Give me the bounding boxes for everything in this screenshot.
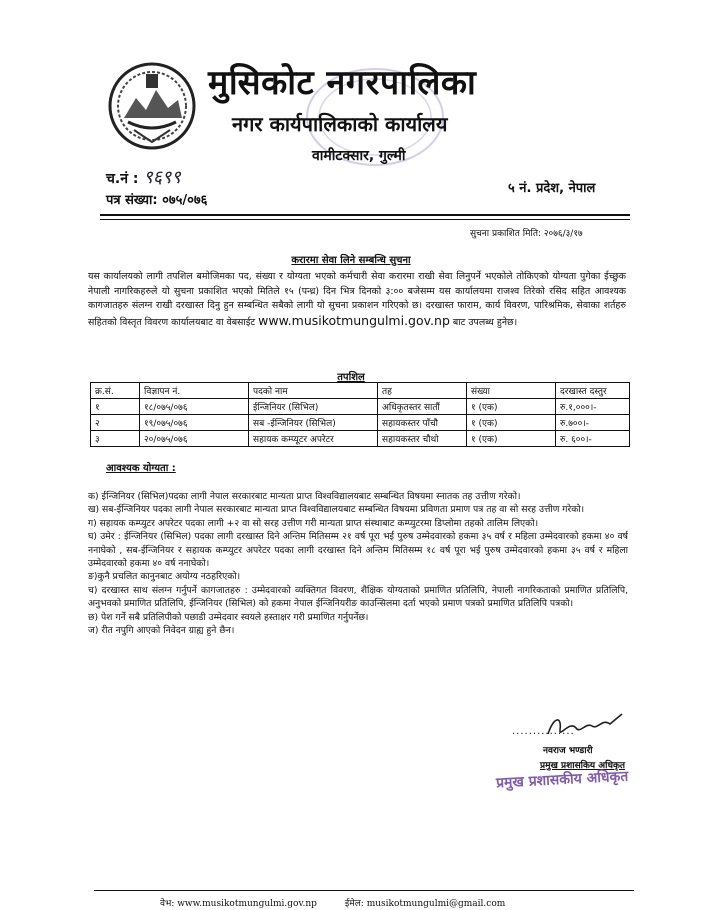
- notice-body-end: बाट उपलब्ध हुनेछ।: [449, 316, 518, 328]
- role-stamp: प्रमुख प्रशासकीय अधिकृत: [495, 768, 629, 792]
- cell-ad-no: २०/०७५/०७६: [140, 431, 249, 447]
- signatory-title: प्रमुख प्रशासकिय अधिकृत: [540, 761, 626, 771]
- cell-fee: रु.७००।-: [556, 415, 630, 431]
- footer-divider: [94, 890, 634, 891]
- cell-level: सहायकस्तर चौथो: [378, 431, 467, 447]
- notice-title: [0, 252, 702, 266]
- requirement-item: च) दरखास्त साथ संलग्न गर्नुपर्ने कागजातहरु : उम्मेदवारको व्यक्तिगत विवरण, शैक्षिक योग्यताको प्रमाणित प्रतिलिपि, नेपाली नागरिकताको प्रमाणित प्रतिलिपि, अनुभवको प्रमाणित प्रतिलिपि, ईन्जिनियर (सिभिल) को हकमा नेपाल ईन्जिनियरीङ काउन्सिलमा दर्ता भएको प्रमाण पत्रको प्रमाणित प्रतिलिपि पत्रको।: [88, 584, 628, 610]
- cell-level: अधिकृतस्तर सातौं: [378, 399, 467, 415]
- cell-count: १ (एक): [467, 415, 556, 431]
- signature-dots: ...............: [512, 726, 575, 737]
- office-name: नगर कार्यपालिकाको कार्यालय: [232, 112, 448, 136]
- cell-fee: रु.१,०००।-: [556, 399, 630, 415]
- footer: [160, 896, 505, 909]
- cell-sn: ३: [91, 431, 140, 447]
- chalani-number: [106, 165, 181, 189]
- table-row: [91, 431, 630, 447]
- province-label: ५ नं. प्रदेश, नेपाल: [508, 181, 596, 196]
- cell-level: सहायकस्तर पाँचौ: [378, 415, 467, 431]
- vacancy-table: [90, 382, 630, 447]
- table-header-row: [91, 383, 630, 399]
- cell-post: सब -ईन्जिनियर (सिभिल): [249, 415, 378, 431]
- cell-post: ईन्जिनियर (सिभिल): [249, 399, 378, 415]
- patra-sankhya: पत्र संख्या: ०७५/०७६: [106, 193, 208, 208]
- cell-sn: २: [91, 415, 140, 431]
- header-divider-thin: [100, 219, 630, 220]
- cell-sn: १: [91, 399, 140, 415]
- signatory-name: नवराज भण्डारी: [543, 746, 593, 756]
- footer-web[interactable]: वेभ: www.musikotmungulmi.gov.np: [160, 899, 317, 909]
- col-level: तह: [378, 383, 467, 399]
- cell-count: १ (एक): [467, 399, 556, 415]
- table-row: [91, 415, 630, 431]
- col-count: संख्या: [467, 383, 556, 399]
- table-title: [0, 369, 702, 383]
- notice-title-text: करारमा सेवा लिने सम्बन्धि सुचना: [291, 255, 411, 266]
- requirement-item: ख) सब-ईन्जिनियर पदका लागी नेपाल सरकारबाट मान्यता प्राप्त विश्वविद्यालयबाट सम्बन्धित विषयमा प्रविणता प्रमाण पत्र तह वा सो सरह उत्तीण गरेको।: [88, 504, 585, 516]
- cell-ad-no: १९/०७५/०७६: [140, 415, 249, 431]
- col-fee: दरखास्त दस्तुर: [556, 383, 630, 399]
- cell-ad-no: १८/०७५/०७६: [140, 399, 249, 415]
- table-title-text: तपशिल: [337, 372, 365, 383]
- requirement-item: घ) उमेर : ईन्जिनियर (सिभिल) पदका लागी दरखास्त दिने अन्तिम मितिसम्म २१ वर्ष पूरा भई पुरुष उम्मेदवारको हकमा ३५ वर्ष र महिला उम्मेदवारको हकमा ४० वर्ष ननाघेको , सब-ईन्जिनियर र सहायक कम्प्युटर अपरेटर पदका लागी दरखास्त दिने अन्तिम मितिसम्म १८ वर्ष पूरा भई पुरुष उम्मेदवारको हकमा ३५ वर्ष र महिला उम्मेदवारको हकमा ४० वर्ष ननाघेको।: [88, 531, 628, 570]
- requirements-title: आवश्यक योग्यता :: [106, 463, 176, 474]
- requirement-item: क) ईन्जिनियर (सिभिल)पदका लागी नेपाल सरकारबाट मान्यता प्राप्त विश्वविद्यालयबाट सम्बन्धित विषयमा स्नातक तह उत्तीण गरेको।: [88, 491, 521, 502]
- chalani-label: च.नं :: [106, 171, 139, 187]
- office-address: वामीटक्सार, गुल्मी: [312, 148, 406, 164]
- requirement-item: ज) रीत नपुगि आएको निवेदन ग्राह्य हुने छैन।: [88, 625, 235, 637]
- table-row: [91, 399, 630, 415]
- publish-date: सुचना प्रकाशित मिति: २०७६/३/१७: [470, 229, 583, 239]
- nepal-emblem-icon: [106, 60, 198, 152]
- requirement-item: ग) सहायक कम्प्युटर अपरेटर पदका लागी +२ वा सो सरह उत्तीण गरी मान्यता प्राप्त संस्थाबाट कम्प्युटरमा डिप्लोमा तहको तालिम लिएको।: [88, 517, 539, 529]
- col-ad-no: विज्ञापन नं.: [140, 383, 249, 399]
- footer-email[interactable]: ईमेल: musikotmungulmi@gmail.com: [344, 899, 506, 909]
- col-post: पदको नाम: [249, 383, 378, 399]
- requirement-item: ङ)कुनै प्रचलित कानुनबाट अयोग्य नठहरिएको।: [88, 571, 241, 583]
- header-divider: [100, 214, 630, 216]
- notice-body-text: यस कार्यालयको लागी तपशिल बमोजिमका पद, संख्या र योग्यता भएको कर्मचारी सेवा करारमा राखी सेवा लिनुपर्ने भएकोले तोकिएको योग्यता पुगेका ईच्छुक नेपाली नागरिकहरुले यो सुचना प्रकाशित भएको मितिले १५ (पन्ध्र) दिन भित्र दिनको ३:०० बजेसम्म यस कार्यालयमा राजश्व तिरेको रसिद सहित आवश्यक कागजातहरु संलग्न राखी दरखास्त दिनु हुन सम्बन्धित सबैको लागी यो सुचना प्रकाशन गरिएको छ। दरखास्त फाराम, कार्य विवरण, पारिश्रमिक, सेवाका शर्तहरु सहितको विस्तृत विवरण कार्यालयबाट वा वेबसाईट: [88, 271, 626, 328]
- notice-body: [88, 270, 626, 330]
- cell-post: सहायक कम्प्यूटर अपरेटर: [249, 431, 378, 447]
- requirement-item: छ) पेश गर्ने सबै प्रतिलिपीको पछाडी उम्मेदवार स्वयले हस्ताक्षर गरी प्रमाणित गर्नुपर्नेछ।: [88, 611, 369, 623]
- cell-fee: रु. ६००।-: [556, 431, 630, 447]
- website-link[interactable]: www.musikotmungulmi.gov.np: [258, 312, 450, 328]
- requirements-list: [88, 490, 628, 637]
- municipality-name: मुसिकोट नगरपालिका: [208, 63, 477, 103]
- col-sn: क्र.सं.: [91, 383, 140, 399]
- cell-count: १ (एक): [467, 431, 556, 447]
- chalani-value: ९६९९: [143, 167, 181, 188]
